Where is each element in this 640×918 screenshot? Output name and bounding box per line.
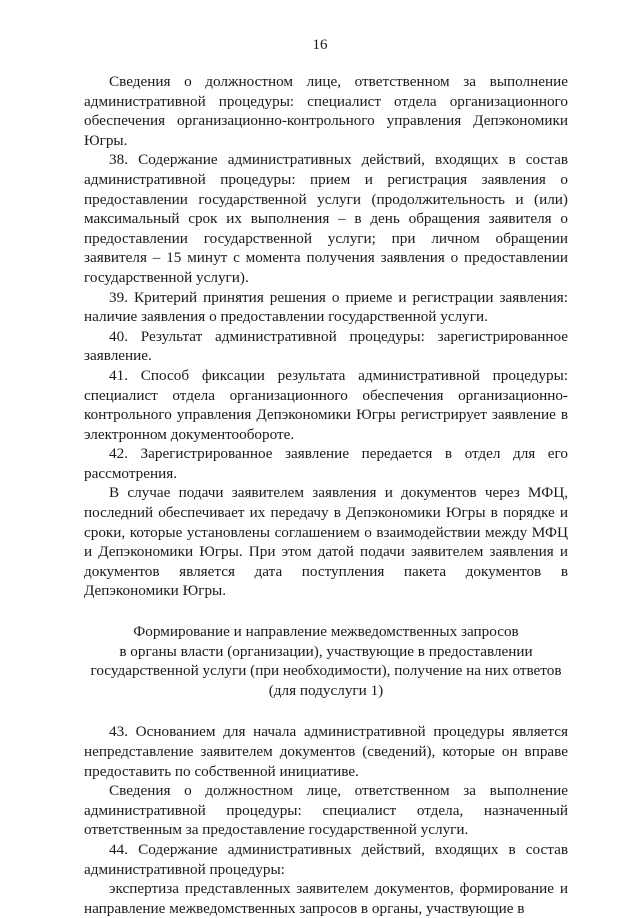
heading-line: (для подуслуги 1) (268, 681, 384, 699)
heading-line: государственной услуги (при необходимости), получение на них ответов (90, 662, 562, 680)
heading-line: в органы власти (организации), участвующие в предоставлении (119, 642, 533, 660)
page-number: 16 (312, 37, 328, 53)
paragraph-43: 43. Основанием для начала административной процедуры является непредставление заявителем документов (сведений), которые он вправе предоставить по собственной инициативе. (84, 723, 568, 780)
section-heading (84, 622, 568, 700)
document-body (84, 72, 568, 918)
paragraph-41: 41. Способ фиксации результата административной процедуры: специалист отдела организационного обеспечения организационно-контрольного управления Депэкономики Югры регистрирует заявление в электронном документообороте. (84, 366, 568, 443)
paragraph-official-info: Сведения о должностном лице, ответственном за выполнение административной процедуры: специалист отдела организационного обеспечения организационно-контрольного управления Депэкономики Югры. (84, 73, 568, 149)
paragraph-40: 40. Результат административной процедуры: зарегистрированное заявление. (84, 327, 568, 365)
paragraph-44: 44. Содержание административных действий, входящих в состав административной процедуры: (84, 840, 568, 878)
paragraph-mfc: В случае подачи заявителем заявления и документов через МФЦ, последний обеспечивает их передачу в Депэкономики Югры в порядке и сроки, которые установлены соглашением о взаимодействии между МФЦ и Депэкономики Югры. При этом датой подачи заявителем заявления и документов является дата поступления пакета документов в Депэкономики Югры. (84, 484, 568, 600)
paragraph-39: 39. Критерий принятия решения о приеме и регистрации заявления: наличие заявления о предоставлении государственной услуги. (84, 288, 568, 326)
paragraph-official-info-2: Сведения о должностном лице, ответственном за выполнение административной процедуры: специалист отдела, назначенный ответственным за предоставление государственной услуги. (84, 782, 568, 839)
paragraph-38: 38. Содержание административных действий, входящих в состав административной процедуры: прием и регистрация заявления о предоставлении государственной услуги (продолжительность и (или) максимальный срок их выполнения – в день обращения заявителя о предоставлении государственной услуги; при личном обращении заявителя – 15 минут с момента получения заявления о предоставлении государственной услуги). (84, 151, 568, 286)
paragraph-expertise: экспертиза представленных заявителем документов, формирование и направление межведомственных запросов в органы, участвующие в (84, 880, 568, 917)
heading-line: Формирование и направление межведомственных запросов (133, 623, 519, 641)
paragraph-42: 42. Зарегистрированное заявление передается в отдел для его рассмотрения. (84, 445, 568, 482)
